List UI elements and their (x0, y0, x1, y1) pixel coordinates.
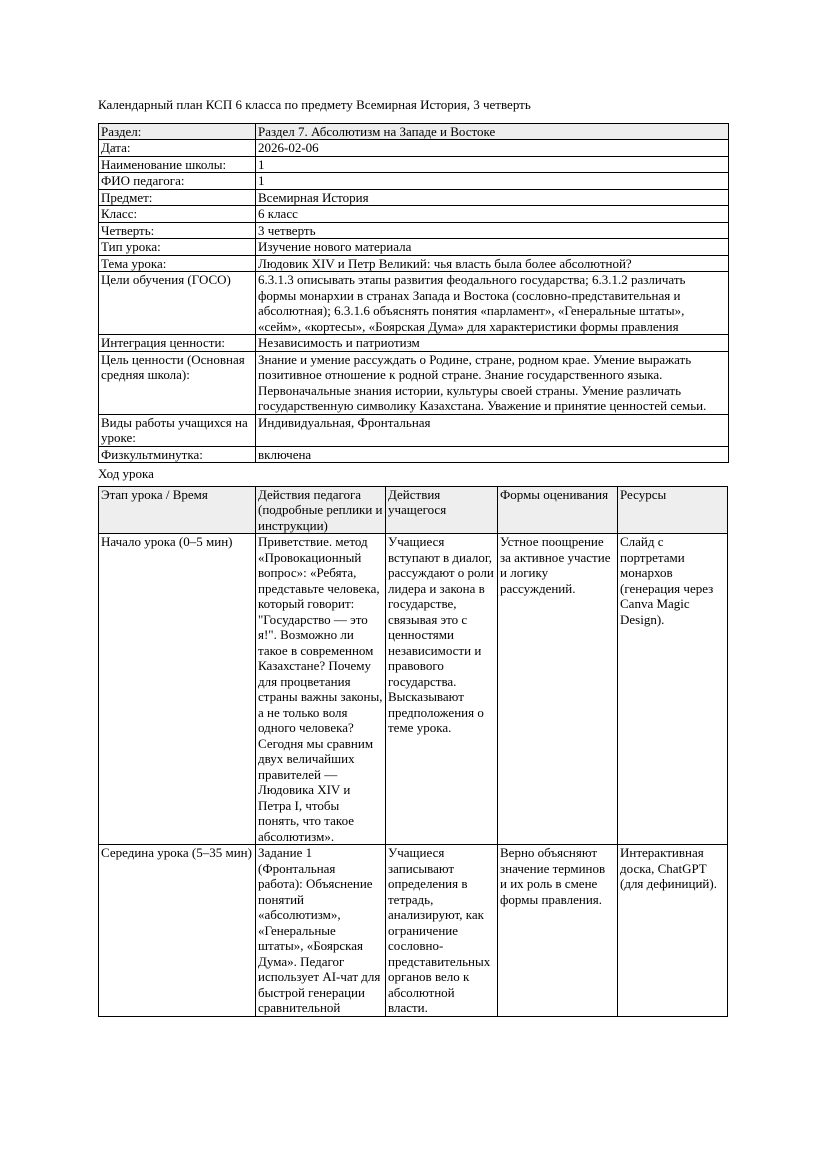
info-row (99, 239, 729, 256)
info-row (99, 123, 729, 140)
section-heading: Ход урока (98, 466, 154, 481)
info-label: Тема урока: (99, 255, 256, 272)
info-value: Всемирная История (256, 189, 729, 206)
info-row (99, 414, 729, 446)
info-label: Класс: (99, 206, 256, 223)
info-label: Виды работы учащихся на уроке: (99, 414, 256, 446)
info-row (99, 351, 729, 414)
info-row (99, 222, 729, 239)
lesson-flow-table (98, 486, 728, 1017)
info-value: 1 (256, 156, 729, 173)
document-title: Календарный план КСП 6 класса по предмету Всемирная История, 3 четверть (98, 97, 531, 112)
info-label: Цели обучения (ГОСО) (99, 272, 256, 335)
flow-header-resources: Ресурсы (618, 486, 728, 534)
info-value: включена (256, 446, 729, 463)
info-row (99, 255, 729, 272)
info-value: 1 (256, 173, 729, 190)
flow-row (99, 845, 728, 1017)
flow-student-actions: Учащиеся вступают в диалог, рассуждают о роли лидера и закона в государстве, связывая это с ценностями независимости и правового государства. Высказывают предположения о теме урока. (386, 534, 498, 845)
flow-assessment: Устное поощрение за активное участие и логику рассуждений. (498, 534, 618, 845)
info-label: Четверть: (99, 222, 256, 239)
info-label: ФИО педагога: (99, 173, 256, 190)
info-row (99, 446, 729, 463)
flow-header-teacher: Действия педагога (подробные реплики и инструкции) (256, 486, 386, 534)
info-value: 2026-02-06 (256, 140, 729, 157)
flow-stage: Начало урока (0–5 мин) (99, 534, 256, 845)
info-value: 6.3.1.3 описывать этапы развития феодального государства; 6.3.1.2 различать формы монархии в странах Запада и Востока (сословно-представительная и абсолютная); 6.3.1.6 объяснять понятия «парламент», «Генеральные штаты», «сейм», «кортесы», «Боярская Дума» для характеристики формы правления (256, 272, 729, 335)
info-label: Физкультминутка: (99, 446, 256, 463)
info-row (99, 335, 729, 352)
info-label: Предмет: (99, 189, 256, 206)
info-row (99, 272, 729, 335)
flow-resources: Интерактивная доска, ChatGPT (для дефиниций). (618, 845, 728, 1017)
flow-header-student: Действия учащегося (386, 486, 498, 534)
info-label: Раздел: (99, 123, 256, 140)
info-row (99, 189, 729, 206)
info-row (99, 140, 729, 157)
lesson-info-table (98, 123, 729, 464)
info-row (99, 206, 729, 223)
info-value: 6 класс (256, 206, 729, 223)
flow-header-row (99, 486, 728, 534)
flow-teacher-actions: Задание 1 (Фронтальная работа): Объяснение понятий «абсолютизм», «Генеральные штаты», «Боярская Дума». Педагог использует AI-чат для быстрой генерации сравнительной (256, 845, 386, 1017)
info-label: Тип урока: (99, 239, 256, 256)
flow-student-actions: Учащиеся записывают определения в тетрадь, анализируют, как ограничение сословно-представительных органов вело к абсолютной власти. (386, 845, 498, 1017)
info-value: 3 четверть (256, 222, 729, 239)
info-value: Независимость и патриотизм (256, 335, 729, 352)
flow-row (99, 534, 728, 845)
flow-stage: Середина урока (5–35 мин) (99, 845, 256, 1017)
flow-teacher-actions: Приветствие. метод «Провокационный вопрос»: «Ребята, представьте человека, который говорит: "Государство — это я!". Возможно ли такое в современном Казахстане? Почему для процветания страны важны законы, а не только воля одного человека? Сегодня мы сравним двух величайших правителей — Людовика XIV и Петра I, чтобы понять, что такое абсолютизм». (256, 534, 386, 845)
info-value: Индивидуальная, Фронтальная (256, 414, 729, 446)
info-label: Дата: (99, 140, 256, 157)
info-label: Цель ценности (Основная средняя школа): (99, 351, 256, 414)
info-value: Изучение нового материала (256, 239, 729, 256)
info-value: Знание и умение рассуждать о Родине, стране, родном крае. Умение выражать позитивное отношение к родной стране. Знание государственного языка. Первоначальные знания истории, культуры своей страны. Умение различать государственную символику Казахстана. Уважение и принятие ценностей семьи. (256, 351, 729, 414)
flow-header-stage: Этап урока / Время (99, 486, 256, 534)
info-row (99, 173, 729, 190)
info-label: Наименование школы: (99, 156, 256, 173)
info-value: Людовик XIV и Петр Великий: чья власть была более абсолютной? (256, 255, 729, 272)
info-value: Раздел 7. Абсолютизм на Западе и Востоке (256, 123, 729, 140)
info-label: Интеграция ценности: (99, 335, 256, 352)
flow-resources: Слайд с портретами монархов (генерация через Canva Magic Design). (618, 534, 728, 845)
flow-assessment: Верно объясняют значение терминов и их роль в смене формы правления. (498, 845, 618, 1017)
flow-header-assessment: Формы оценивания (498, 486, 618, 534)
info-row (99, 156, 729, 173)
